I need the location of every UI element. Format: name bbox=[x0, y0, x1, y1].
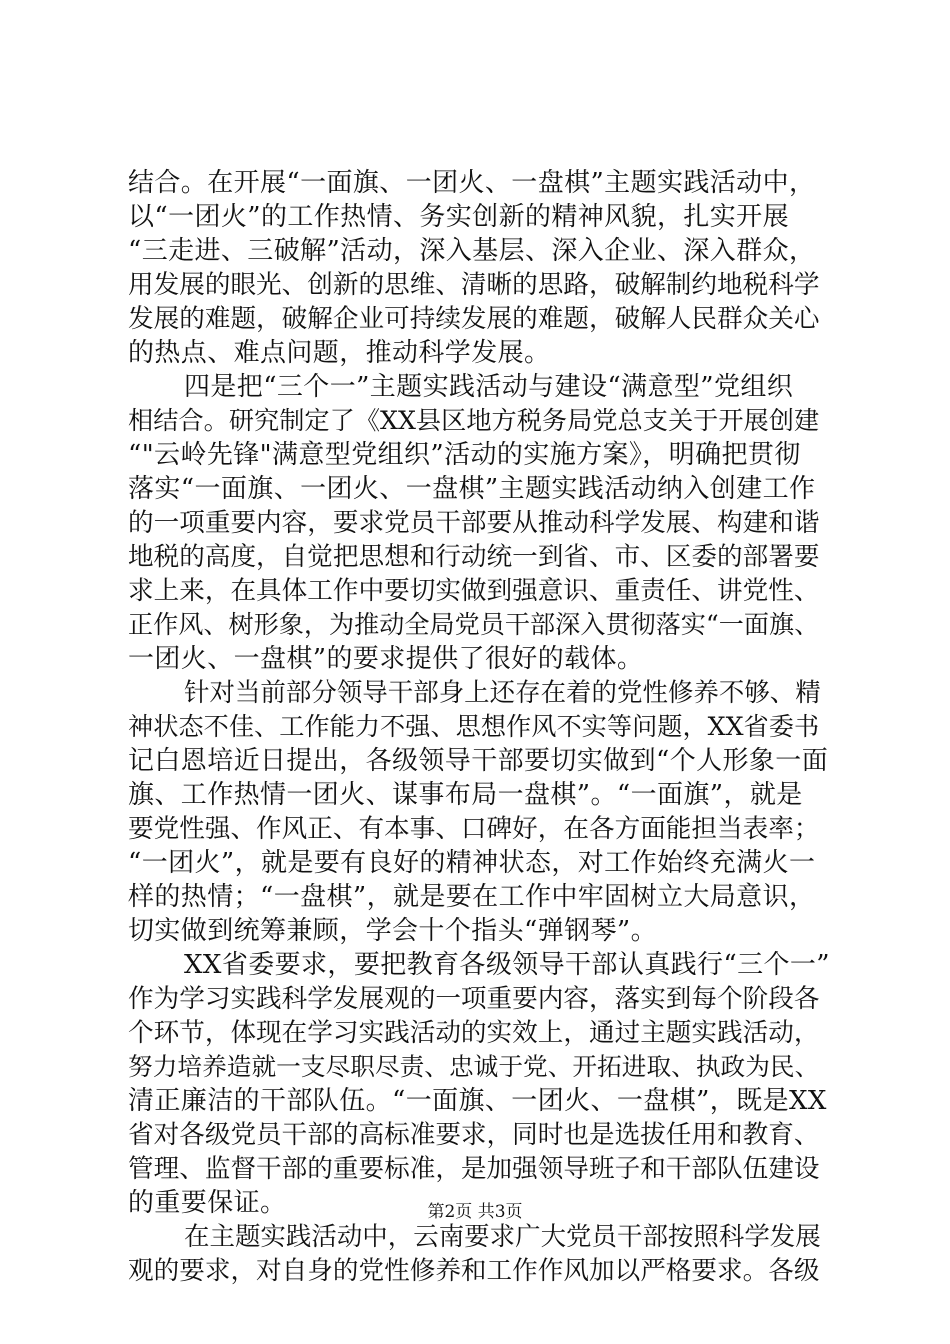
text-line: 地税的高度，自觉把思想和行动统一到省、市、区委的部署要 bbox=[128, 542, 820, 572]
text-line: 清正廉洁的干部队伍。“一面旗、一团火、一盘棋”，既是XX bbox=[128, 1086, 827, 1116]
paragraph-first-line: 四是把“三个一”主题实践活动与建设“满意型”党组织 bbox=[184, 372, 794, 402]
text-line: 个环节，体现在学习实践活动的实效上，通过主题实践活动， bbox=[128, 1018, 820, 1048]
text-line: 作为学习实践科学发展观的一项重要内容，落实到每个阶段各 bbox=[128, 984, 820, 1014]
text-line: 相结合。研究制定了《XX县区地方税务局党总支关于开展创建 bbox=[128, 406, 820, 435]
text-line: 结合。在开展“一面旗、一团火、一盘棋”主题实践活动中， bbox=[128, 168, 816, 198]
text-line: 落实“一面旗、一团火、一盘棋”主题实践活动纳入创建工作 bbox=[128, 474, 816, 504]
text-line: 的重要保证。 bbox=[128, 1188, 287, 1218]
text-line: 管理、监督干部的重要标准，是加强领导班子和干部队伍建设 bbox=[128, 1154, 820, 1184]
text-line: 的热点、难点问题，推动科学发展。 bbox=[128, 338, 551, 368]
text-line: 记白恩培近日提出，各级领导干部要切实做到“个人形象一面 bbox=[128, 746, 829, 776]
text-line: “"云岭先锋"满意型党组织”活动的实施方案》，明确把贯彻 bbox=[128, 440, 801, 470]
text-line: 观的要求，对自身的党性修养和工作作风加以严格要求。各级 bbox=[128, 1256, 820, 1286]
page-footer: 第2页 共3页 bbox=[427, 1202, 523, 1222]
text-line: 要党性强、作风正、有本事、口碑好，在各方面能担当表率； bbox=[128, 814, 820, 844]
text-line: 用发展的眼光、创新的思维、清晰的思路，破解制约地税科学 bbox=[128, 270, 820, 300]
text-line: 神状态不佳、工作能力不强、思想作风不实等问题，XX省委书 bbox=[128, 712, 820, 741]
paragraph-first-line: 在主题实践活动中，云南要求广大党员干部按照科学发展 bbox=[184, 1222, 821, 1252]
text-line: 求上来，在具体工作中要切实做到强意识、重责任、讲党性、 bbox=[128, 576, 820, 606]
text-line: “一团火”，就是要有良好的精神状态，对工作始终充满火一 bbox=[128, 848, 816, 878]
paragraph-first-line: 针对当前部分领导干部身上还存在着的党性修养不够、精 bbox=[184, 678, 821, 708]
text-line: 正作风、树形象，为推动全局党员干部深入贯彻落实“一面旗、 bbox=[128, 610, 820, 639]
text-line: 样的热情；“一盘棋”，就是要在工作中牢固树立大局意识， bbox=[128, 882, 816, 912]
text-line: 省对各级党员干部的高标准要求，同时也是选拔任用和教育、 bbox=[128, 1120, 820, 1150]
text-line: 的一项重要内容，要求党员干部要从推动科学发展、构建和谐 bbox=[128, 508, 820, 538]
text-line: 发展的难题，破解企业可持续发展的难题，破解人民群众关心 bbox=[128, 304, 820, 334]
text-line: 以“一团火”的工作热情、务实创新的精神风貌，扎实开展 bbox=[128, 202, 789, 232]
paragraph-first-line: XX省委要求，要把教育各级领导干部认真践行“三个一” bbox=[184, 950, 831, 980]
text-line: 旗、工作热情一团火、谋事布局一盘棋”。“一面旗”，就是 bbox=[128, 780, 803, 810]
text-line: 切实做到统筹兼顾，学会十个指头“弹钢琴”。 bbox=[128, 916, 657, 946]
body-text bbox=[128, 166, 834, 1288]
text-line: 一团火、一盘棋”的要求提供了很好的载体。 bbox=[128, 644, 644, 674]
text-line: “三走进、三破解”活动，深入基层、深入企业、深入群众， bbox=[128, 236, 816, 266]
text-line: 努力培养造就一支尽职尽责、忠诚于党、开拓进取、执政为民、 bbox=[128, 1052, 820, 1081]
